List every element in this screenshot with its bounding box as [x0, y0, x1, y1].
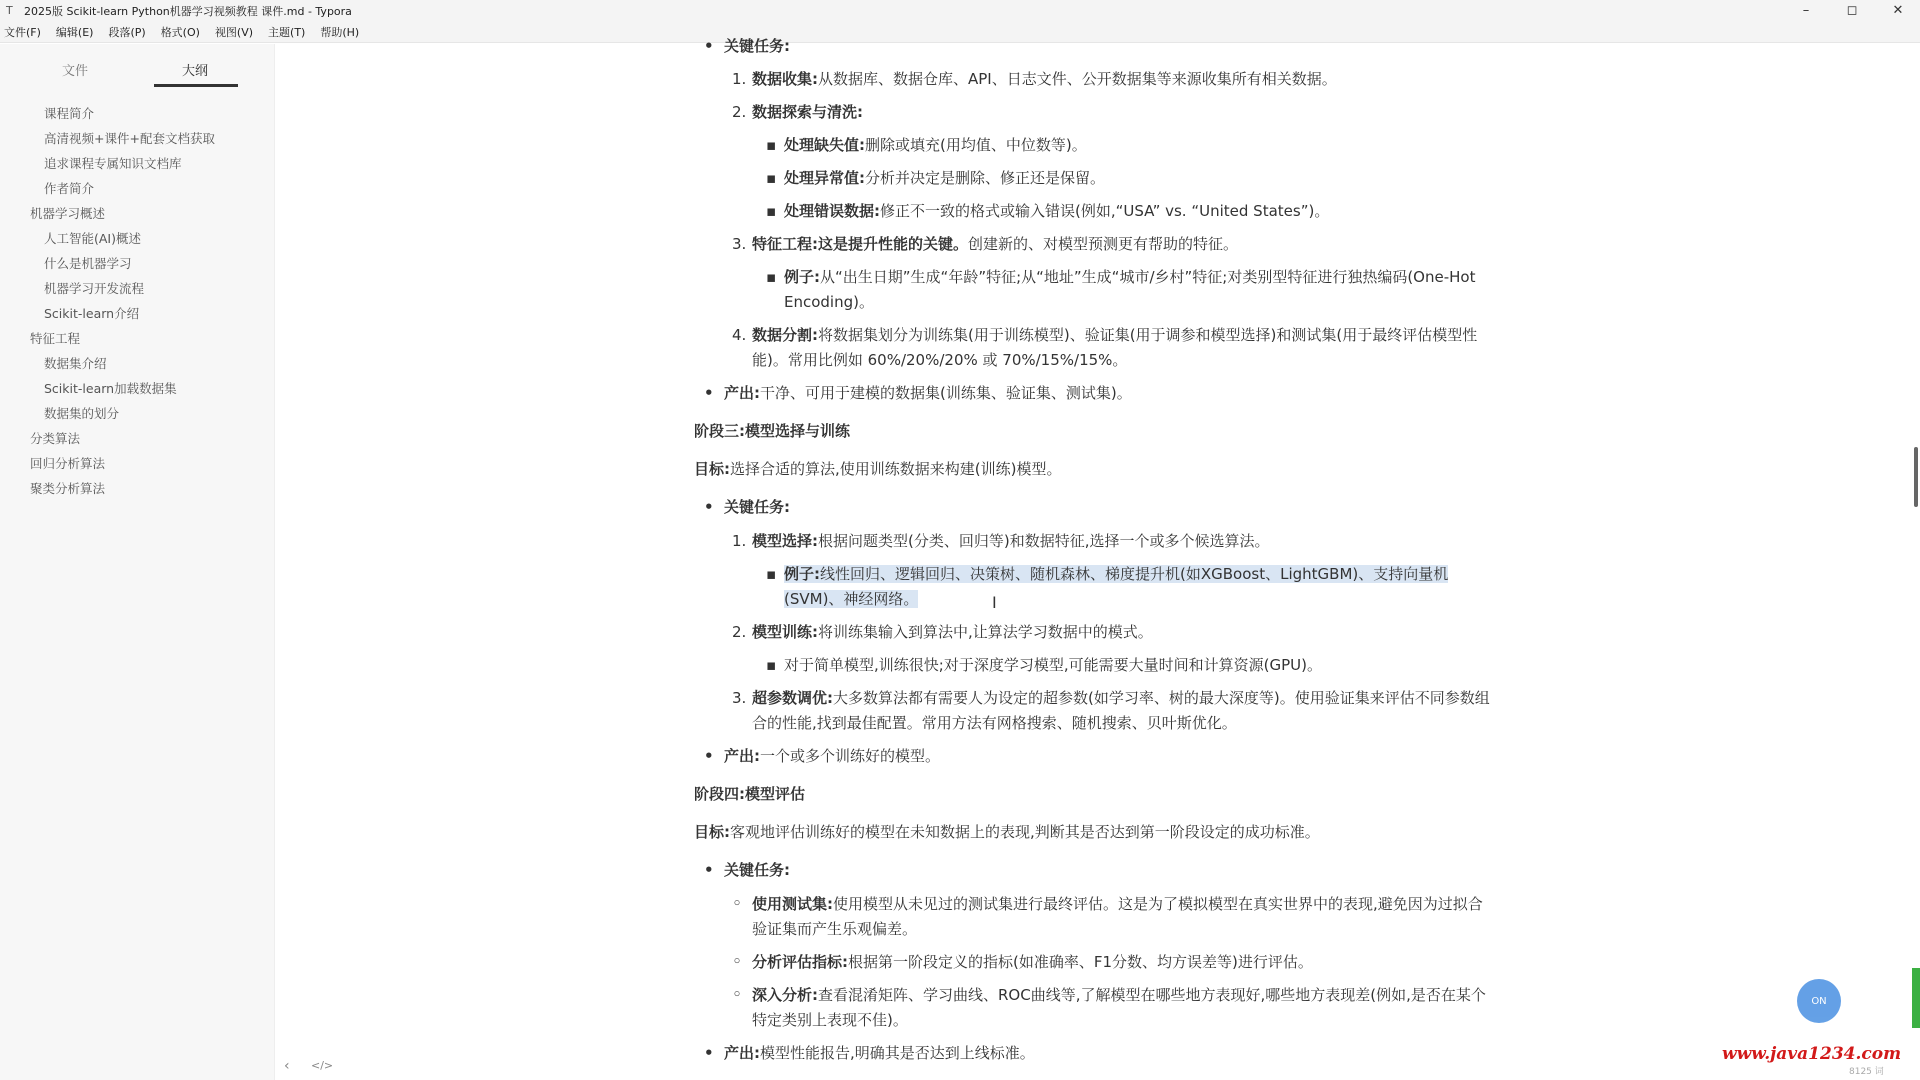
- paragraph: 目标:选择合适的算法,使用训练数据来构建(训练)模型。: [694, 460, 1062, 478]
- list-item: • 产出:干净、可用于建模的数据集(训练集、验证集、测试集)。: [724, 381, 1132, 406]
- list-item: ▪ 处理异常值:分析并决定是删除、修正还是保留。: [784, 166, 1105, 191]
- list-item: ◦ 使用测试集:使用模型从未见过的测试集进行最终评估。这是为了模拟模型在真实世界中的表现,避免因为过拟合验证集而产生乐观偏差。: [752, 892, 1494, 942]
- list-item: 2. 模型训练:将训练集输入到算法中,让算法学习数据中的模式。: [732, 623, 1153, 641]
- list-item: • 关键任务:: [724, 495, 790, 520]
- section-heading: 阶段三:模型选择与训练: [694, 422, 850, 440]
- list-item: ◦ 分析评估指标:根据第一阶段定义的指标(如准确率、F1分数、均方误差等)进行评估。: [752, 950, 1313, 975]
- title-bar: [0, 0, 1920, 21]
- sidebar: [0, 44, 275, 1080]
- list-item: ▪ 例子:从“出生日期”生成“年龄”特征;从“地址”生成“城市/乡村”特征;对类别型特征进行独热编码(One-Hot Encoding)。: [784, 265, 1494, 315]
- source-code-mode-icon[interactable]: </>: [311, 1059, 334, 1072]
- menu-view[interactable]: 视图(V): [214, 25, 254, 39]
- menu-bar: [0, 21, 1920, 43]
- selected-text[interactable]: 例子:线性回归、逻辑回归、决策树、随机森林、梯度提升机(如XGBoost、LightGBM)、支持向量机(SVM)、神经网络。: [784, 565, 1449, 608]
- menu-file[interactable]: 文件(F): [4, 25, 41, 39]
- word-count[interactable]: 8125 词: [1849, 1067, 1884, 1077]
- outline-item[interactable]: 追求课程专属知识文档库: [44, 156, 182, 171]
- list-item: • 关键任务:: [724, 34, 790, 59]
- close-button[interactable]: ✕: [1892, 3, 1904, 18]
- outline-item[interactable]: Scikit-learn加载数据集: [44, 381, 177, 396]
- menu-help[interactable]: 帮助(H): [320, 25, 360, 39]
- list-item: 3. 特征工程:这是提升性能的关键。创建新的、对模型预测更有帮助的特征。: [732, 235, 1239, 253]
- list-item: ▪ 处理缺失值:删除或填充(用均值、中位数等)。: [784, 133, 1087, 158]
- menu-edit[interactable]: 编辑(E): [55, 25, 94, 39]
- list-item: ◦ 深入分析:查看混淆矩阵、学习曲线、ROC曲线等,了解模型在哪些地方表现好,哪些地方表现差(例如,是否在某个特定类别上表现不佳)。: [752, 983, 1494, 1033]
- list-item: • 关键任务:: [724, 858, 790, 883]
- menu-theme[interactable]: 主题(T): [268, 25, 306, 39]
- menu-paragraph[interactable]: 段落(P): [108, 25, 146, 39]
- window-title: 2025版 Scikit-learn Python机器学习视频教程 课件.md - Typora: [24, 4, 352, 18]
- watermark: www.java1234.com: [1722, 1044, 1902, 1064]
- outline-item[interactable]: 分类算法: [30, 431, 81, 446]
- outline-item[interactable]: 数据集介绍: [44, 356, 107, 371]
- list-item: [784, 562, 1494, 612]
- list-item: • 产出:一个或多个训练好的模型。: [724, 744, 940, 769]
- paragraph: 目标:客观地评估训练好的模型在未知数据上的表现,判断其是否达到第一阶段设定的成功标准。: [694, 823, 1320, 841]
- outline-item[interactable]: 机器学习开发流程: [44, 281, 145, 296]
- tab-files[interactable]: 文件: [62, 64, 89, 79]
- list-item: 4. 数据分割:将数据集划分为训练集(用于训练模型)、验证集(用于调参和模型选择)和测试集(用于最终评估模型性能)。常用比例如 60%/20%/20% 或 70%/15%/15%。: [732, 326, 1478, 369]
- outline-item[interactable]: 聚类分析算法: [30, 481, 106, 496]
- outline-item[interactable]: 机器学习概述: [30, 206, 106, 221]
- maximize-button[interactable]: ◻: [1846, 3, 1858, 18]
- outline-item[interactable]: 高清视频+课件+配套文档获取: [44, 131, 215, 146]
- menu-format[interactable]: 格式(O): [160, 25, 200, 39]
- outline-item[interactable]: 人工智能(AI)概述: [44, 231, 141, 246]
- text-cursor-icon: I: [992, 593, 997, 612]
- side-widget-tab[interactable]: [1912, 968, 1920, 1028]
- outline-list: [0, 101, 275, 501]
- floating-action-button[interactable]: ON: [1797, 979, 1841, 1023]
- section-heading: 阶段四:模型评估: [694, 785, 805, 803]
- outline-item[interactable]: 特征工程: [30, 331, 81, 346]
- outline-item[interactable]: 作者简介: [44, 181, 95, 196]
- outline-item[interactable]: 回归分析算法: [30, 456, 106, 471]
- list-item: 1. 模型选择:根据问题类型(分类、回归等)和数据特征,选择一个或多个候选算法。: [732, 532, 1270, 550]
- vertical-scrollbar[interactable]: [1908, 44, 1920, 1080]
- typora-logo-icon: T: [6, 3, 13, 17]
- sidebar-tabs: [0, 44, 274, 88]
- outline-item[interactable]: 数据集的划分: [44, 406, 120, 421]
- list-item: 3. 超参数调优:大多数算法都有需要人为设定的超参数(如学习率、树的最大深度等)。使用验证集来评估不同参数组合的性能,找到最佳配置。常用方法有网格搜索、随机搜索、贝叶斯优化。: [732, 689, 1490, 732]
- back-arrow-icon[interactable]: ‹: [284, 1058, 290, 1074]
- outline-item[interactable]: 课程简介: [44, 106, 95, 121]
- outline-item[interactable]: 什么是机器学习: [44, 256, 132, 271]
- minimize-button[interactable]: –: [1802, 3, 1810, 18]
- outline-item[interactable]: Scikit-learn介绍: [44, 306, 140, 321]
- tab-outline[interactable]: 大纲: [182, 64, 209, 79]
- list-item: ▪ 对于简单模型,训练很快;对于深度学习模型,可能需要大量时间和计算资源(GPU)。: [784, 653, 1322, 678]
- list-item: • 产出:模型性能报告,明确其是否达到上线标准。: [724, 1041, 1035, 1066]
- active-tab-indicator: [154, 84, 238, 87]
- list-item: ▪ 处理错误数据:修正不一致的格式或输入错误(例如,“USA” vs. “United States”)。: [784, 199, 1329, 224]
- list-item: 2. 数据探索与清洗:: [732, 103, 863, 121]
- list-item: 1. 数据收集:从数据库、数据仓库、API、日志文件、公开数据集等来源收集所有相关数据。: [732, 70, 1337, 88]
- scrollbar-thumb[interactable]: [1914, 447, 1918, 507]
